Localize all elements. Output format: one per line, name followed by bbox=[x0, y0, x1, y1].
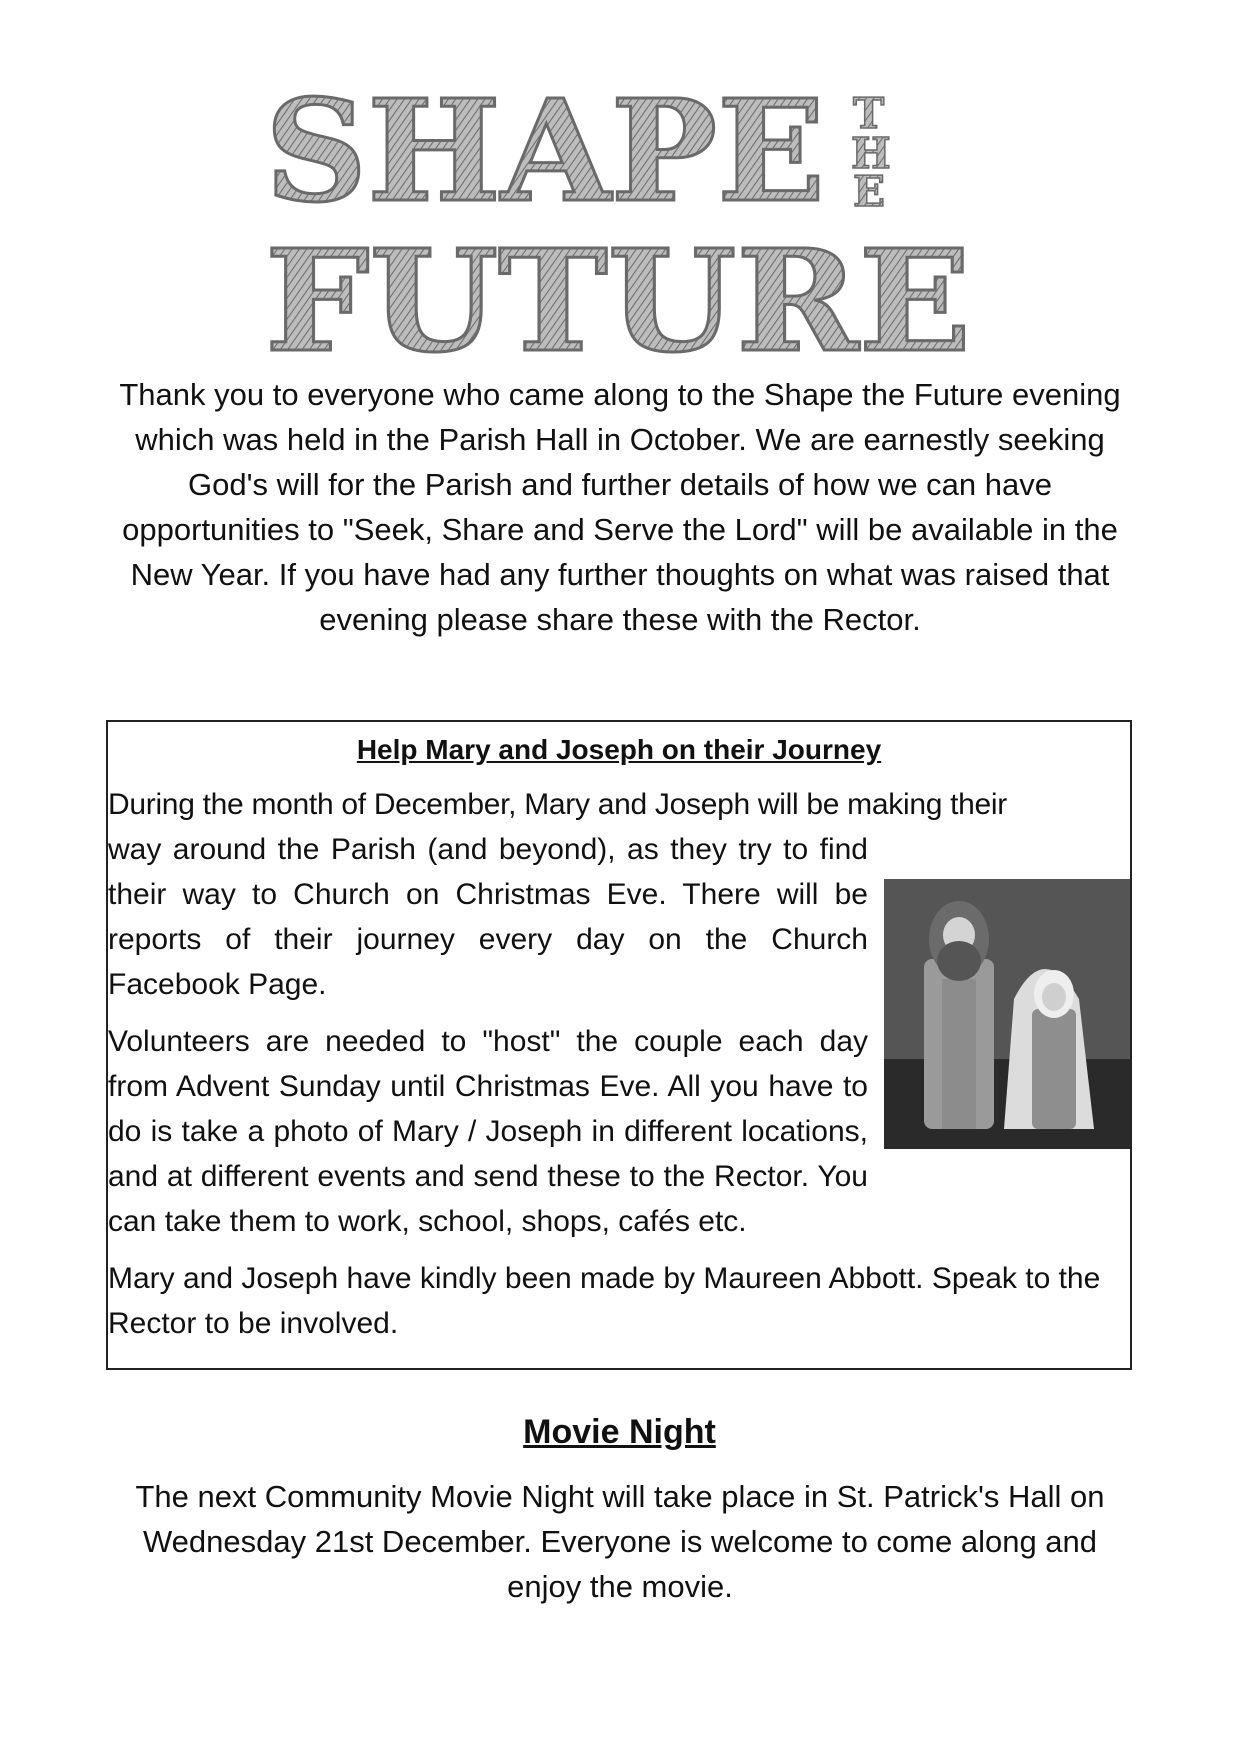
journey-box bbox=[106, 720, 1132, 1370]
logo-word-future: FUTURE bbox=[265, 220, 971, 360]
journey-paragraph-3: Mary and Joseph have kindly been made by Maureen Abbott. Speak to the Rector to be involved. bbox=[108, 1262, 1101, 1340]
logo-letter-h: H bbox=[851, 129, 891, 178]
journey-paragraph-2: Volunteers are needed to "host" the couple each day from Advent Sunday until Christmas Eve. All you have to do is take a photo of Mary / Joseph in different locations, and at different events and send these to the Rector. You can take them to work, school, shops, cafés etc. bbox=[108, 1025, 868, 1238]
intro-paragraph: Thank you to everyone who came along to the Shape the Future evening which was held in the Parish Hall in October. We are earnestly seeking God's will for the Parish and further details of how we can have opportunities to "Seek, Share and Serve the Lord" will be available in the New Year. If you have had any further thoughts on what was raised that evening please share these with the Rector. bbox=[119, 377, 1121, 637]
movie-night-paragraph: The next Community Movie Night will take place in St. Patrick's Hall on Wednesday 21st December. Everyone is welcome to come along and enjoy the movie. bbox=[135, 1479, 1105, 1604]
journey-title: Help Mary and Joseph on their Journey bbox=[356, 734, 882, 765]
journey-paragraph-1: way around the Parish (and beyond), as they try to find their way to Church on Christmas Eve. There will be reports of their journey every day on the Church Facebook Page. bbox=[108, 833, 868, 1001]
joseph-figure bbox=[924, 901, 994, 1129]
shape-the-future-logo bbox=[265, 88, 985, 360]
mary-joseph-photo bbox=[884, 879, 1130, 1149]
journey-first-line: During the month of December, Mary and Joseph will be making their bbox=[108, 788, 1007, 821]
logo-letter-t: T bbox=[853, 89, 885, 138]
movie-night-title: Movie Night bbox=[523, 1413, 716, 1451]
journey-body bbox=[108, 782, 1130, 1346]
logo-letter-e: E bbox=[853, 167, 886, 216]
logo-word-shape: SHAPE bbox=[265, 88, 826, 234]
